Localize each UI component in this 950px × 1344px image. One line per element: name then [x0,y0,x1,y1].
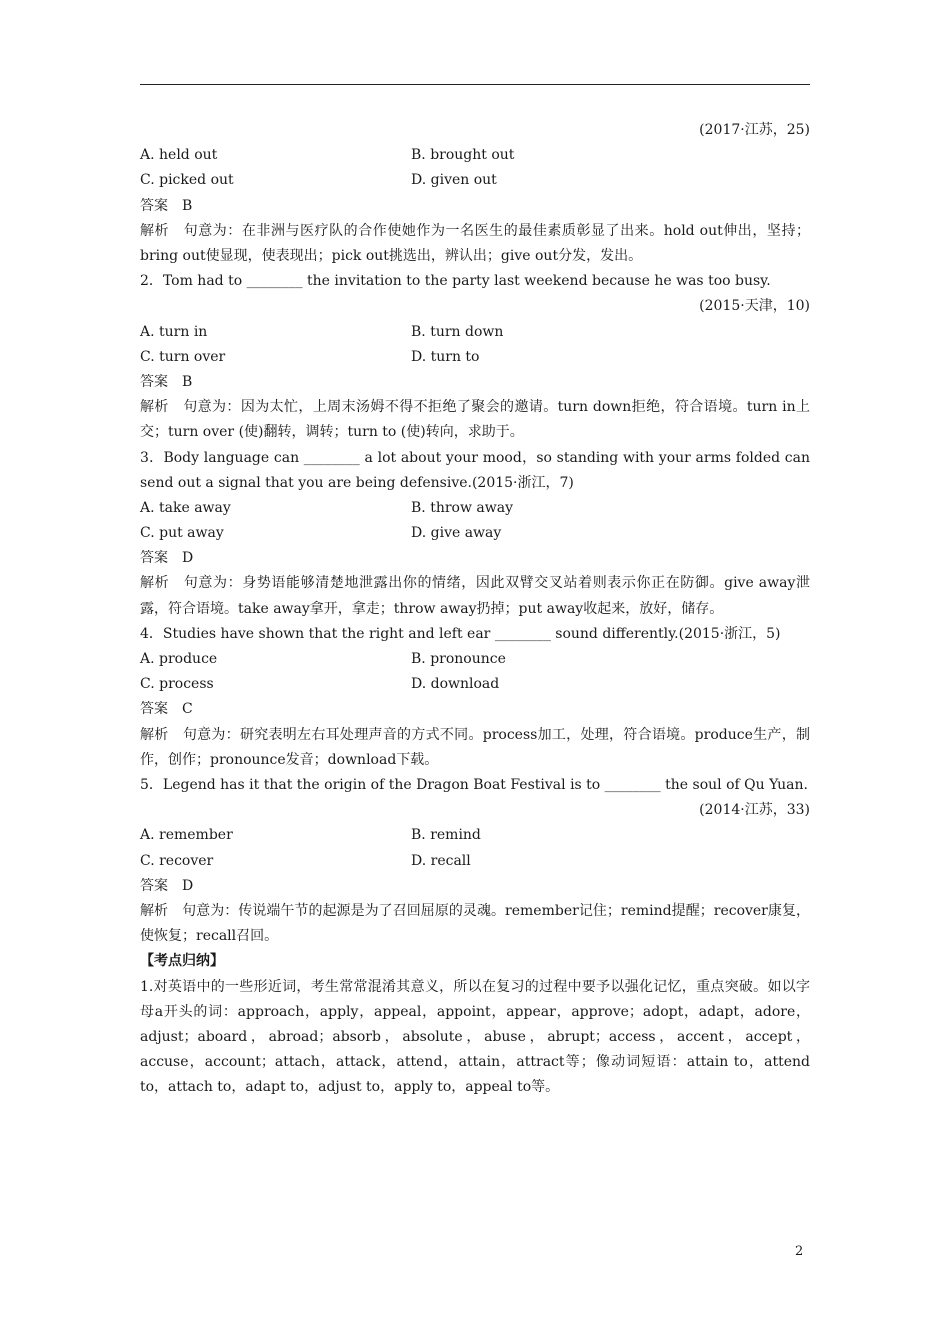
question-stem: 5．Legend has it that the origin of the Dragon Boat Festival is to ________ the soul of Qu Yuan. [140,777,808,794]
options-row [140,672,810,697]
option-a: A. turn in [140,323,208,340]
options-row [140,320,810,345]
question-stem: 3．Body language can ________ a lot about your mood，so standing with your arms folded can send out a signal that you are being defensive.(2015·浙江，7) [140,449,810,491]
options-row [140,143,810,168]
option-d: D. download [411,676,500,693]
summary-section [140,949,810,1100]
explanation: 解析 句意为：因为太忙，上周末汤姆不得不拒绝了聚会的邀请。turn down拒绝，符合语境。turn in上交；turn over (使)翻转，调转；turn to (使)转向，求助于。 [140,399,810,441]
options-row [140,496,810,521]
header-rule [140,84,810,85]
answer: 答案 C [140,701,193,718]
option-c: C. turn over [140,348,226,365]
section-heading: 【考点归纳】 [140,953,224,970]
explanation: 解析 句意为：传说端午节的起源是为了召回屈原的灵魂。remember记住；remind提醒；recover康复，使恢复；recall召回。 [140,903,810,945]
option-d: D. give away [411,525,502,542]
option-c: C. picked out [140,172,234,189]
option-b: B. brought out [411,147,515,164]
options-row [140,849,810,874]
explanation: 解析 句意为：研究表明左右耳处理声音的方式不同。process加工，处理，符合语境。produce生产，制作，创作；pronounce发音；download下载。 [140,726,810,768]
explanation: 解析 句意为：身势语能够清楚地泄露出你的情绪，因此双臂交叉站着则表示你正在防御。give away泄露，符合语境。take away拿开，拿走；throw away扔掉；put away收起来，放好，储存。 [140,575,810,617]
source-tag: (2017·江苏，25) [699,122,810,138]
option-a: A. held out [140,147,218,164]
options-row [140,168,810,193]
page-body [140,118,810,1101]
option-b: B. turn down [411,323,504,340]
question-3 [140,446,810,622]
answer: 答案 B [140,373,193,390]
answer: 答案 D [140,550,194,567]
summary-text: 1.对英语中的一些形近词，考生常常混淆其意义，所以在复习的过程中要予以强化记忆，重点突破。如以字母a开头的词：approach，apply，appeal，appoint，appear，approve；adopt，adapt，adore，adjust；aboard，abroad；absorb，absolute，abuse，abrupt；access，accent，accept，accuse，account；attach，attack，attend，attain，attract等；像动词短语：attain to，attend to，attach to，adapt to，adjust to，apply to，appeal to等。 [140,978,810,1096]
option-a: A. remember [140,827,233,844]
question-stem: 4．Studies have shown that the right and left ear ________ sound differently.(2015·浙江，5) [140,625,781,642]
options-row [140,823,810,848]
option-b: B. throw away [411,499,513,516]
explanation: 解析 句意为：在非洲与医疗队的合作使她作为一名医生的最佳素质彰显了出来。hold out伸出，坚持；bring out使显现，使表现出；pick out挑选出，辨认出；give out分发，发出。 [140,222,810,264]
question-1 [140,118,810,269]
source-tag: (2015·天津，10) [699,298,810,315]
options-row [140,345,810,370]
option-b: B. pronounce [411,651,506,668]
source-tag: (2014·江苏，33) [699,802,810,819]
option-b: B. remind [411,827,481,844]
option-a: A. produce [140,651,218,668]
option-d: D. recall [411,852,471,869]
question-4 [140,622,810,773]
option-c: C. process [140,676,214,693]
answer: 答案 B [140,197,193,214]
question-5 [140,773,810,949]
option-d: D. given out [411,172,497,189]
answer: 答案 D [140,877,194,894]
option-d: D. turn to [411,348,480,365]
options-row [140,521,810,546]
option-c: C. put away [140,525,224,542]
question-stem: 2．Tom had to ________ the invitation to the party last weekend because he was too busy. [140,273,771,290]
page-number: 2 [795,1244,804,1259]
question-2 [140,269,810,445]
option-a: A. take away [140,499,231,516]
option-c: C. recover [140,852,214,869]
options-row [140,647,810,672]
